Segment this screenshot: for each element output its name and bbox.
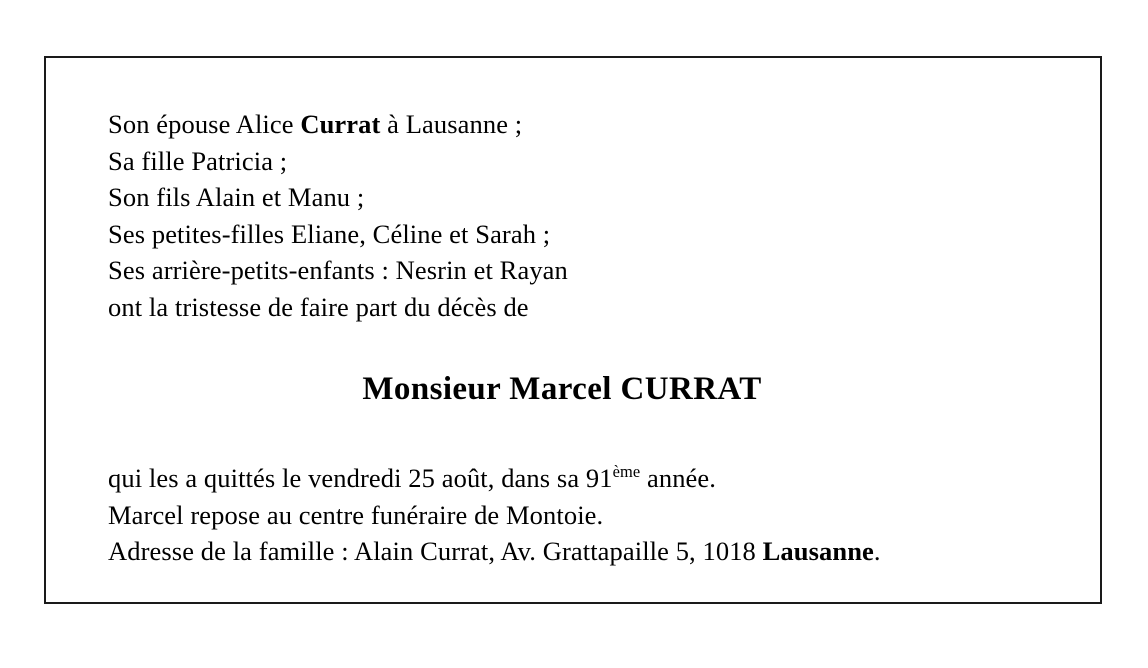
- announcement-text: ont la tristesse de faire part du décès de: [108, 291, 529, 322]
- notice-content: [108, 106, 1060, 570]
- passing-date-text: qui les a quittés le vendredi 25 août, dans sa 91: [108, 463, 613, 493]
- passing-date-tail: année.: [640, 463, 717, 493]
- family-address-suffix: .: [873, 536, 881, 566]
- resting-place-line: [108, 497, 1060, 534]
- family-line-text: Ses arrière-petits-enfants : Nesrin et Rayan: [108, 255, 568, 285]
- family-address-line: [108, 533, 1060, 570]
- ordinal-suffix: ème: [612, 462, 641, 482]
- family-line-text: Ses petites-filles Eliane, Céline et Sarah ;: [108, 218, 551, 249]
- family-line-text: Son épouse Alice: [108, 109, 301, 139]
- resting-place-text: Marcel repose au centre funéraire de Montoie.: [108, 499, 604, 530]
- family-line-suffix: à Lausanne ;: [380, 109, 523, 139]
- closing-info: [108, 460, 1060, 570]
- family-address-text: Adresse de la famille : Alain Currat, Av. Grattapaille 5, 1018: [108, 536, 763, 566]
- family-line-text: Sa fille Patricia ;: [108, 145, 288, 176]
- family-line: [108, 252, 1060, 289]
- death-notice-box: [44, 56, 1102, 604]
- family-line: [108, 143, 1060, 180]
- family-line: [108, 106, 1060, 143]
- passing-date-line: [108, 460, 1060, 497]
- announcement-line: [108, 289, 1060, 326]
- deceased-name: Monsieur Marcel CURRAT: [362, 371, 762, 407]
- family-line-surname: Currat: [300, 109, 381, 139]
- family-line: [108, 179, 1060, 216]
- family-line-text: Son fils Alain et Manu ;: [108, 182, 365, 212]
- family-address-city: Lausanne: [762, 536, 874, 566]
- family-list: [108, 106, 1060, 325]
- family-line: [108, 216, 1060, 253]
